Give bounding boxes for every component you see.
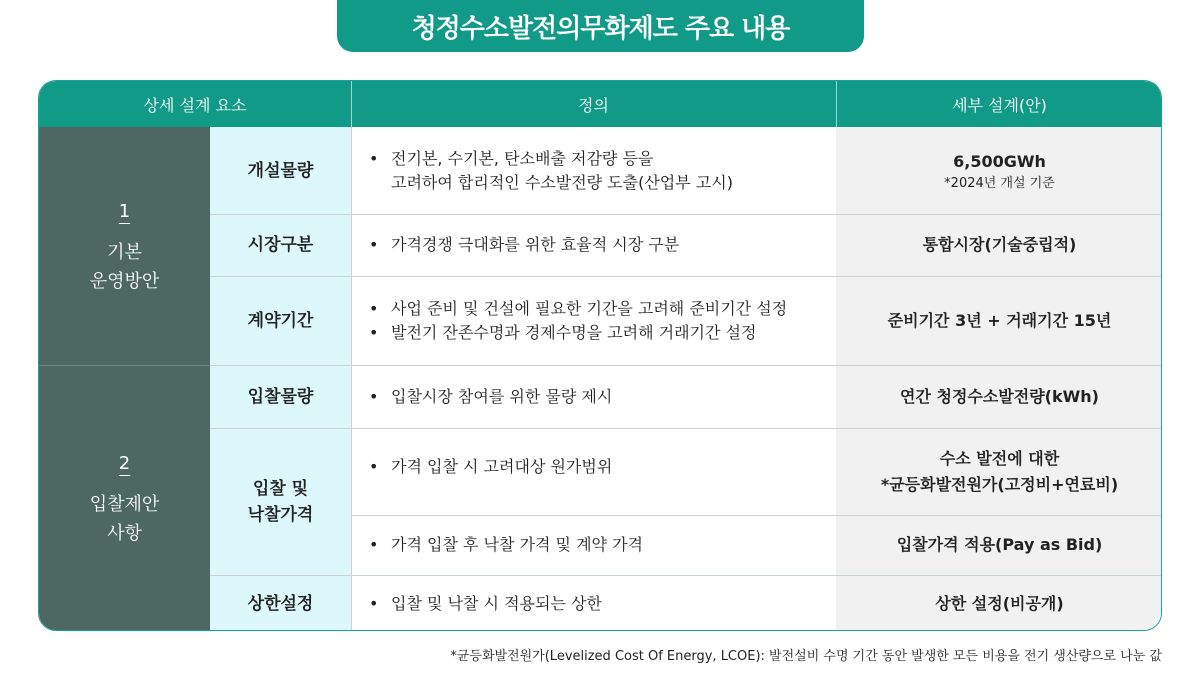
- definition-text: 고려하여 합리적인 수소발전량 도출(산업부 고시): [391, 172, 733, 192]
- detail-text: 입찰가격 적용(Pay as Bid): [896, 535, 1103, 554]
- row-divider: [210, 214, 1162, 215]
- detail-cell: [836, 575, 1162, 631]
- list-item: [369, 455, 612, 479]
- page-title: 청정수소발전의무화제도 주요 내용: [337, 0, 864, 52]
- detail-text: 수소 발전에 대한: [939, 448, 1060, 468]
- row-divider: [210, 428, 1162, 429]
- group-number: 2: [118, 453, 131, 474]
- group-label: 입찰제안: [89, 494, 160, 515]
- definition-text: 전기본, 수기본, 탄소배출 저감량 등을: [391, 148, 654, 168]
- sub-item-bid-volume: 입찰물량: [210, 365, 351, 428]
- header-definition: 정의: [351, 81, 836, 127]
- sub-item-bid-price: [210, 428, 351, 575]
- footnote: *균등화발전원가(Levelized Cost Of Energy, LCOE): 발전설비 수명 기간 동안 발생한 모든 비용을 전기 생산량으로 나눈 값: [450, 649, 1162, 664]
- list-item: [369, 592, 602, 616]
- detail-cell: [836, 276, 1162, 365]
- header-divider: [351, 81, 352, 127]
- sub-item-contract-period: 계약기간: [210, 276, 351, 365]
- sub-item-volume: 개설물량: [210, 127, 351, 214]
- bullet: •: [369, 235, 379, 254]
- detail-text: *균등화발전원가(고정비+연료비): [880, 474, 1119, 494]
- definition-text: 입찰 및 낙찰 시 적용되는 상한: [391, 593, 602, 613]
- definition-text: 가격경쟁 극대화를 위한 효율적 시장 구분: [391, 235, 680, 254]
- bullet: •: [369, 148, 379, 168]
- bullet: •: [369, 322, 379, 342]
- group-label: 운영방안: [89, 270, 160, 292]
- row-divider: [210, 276, 1162, 277]
- detail-text: 6,500GWh: [953, 151, 1046, 171]
- detail-text: 준비기간 3년 + 거래기간 15년: [887, 310, 1112, 330]
- detail-cell: [836, 214, 1162, 276]
- group-label: 기본: [107, 241, 142, 263]
- definition-cell: [351, 428, 836, 515]
- group-number: 1: [118, 200, 131, 222]
- group-divider: [39, 365, 210, 366]
- sub-item-cap: 상한설정: [210, 575, 351, 631]
- bullet: •: [369, 535, 379, 554]
- definition-text: 가격 입찰 시 고려대상 원가범위: [391, 456, 613, 476]
- bullet: •: [369, 386, 379, 406]
- bullet: •: [369, 298, 379, 318]
- definition-text: 가격 입찰 후 낙찰 가격 및 계약 가격: [391, 535, 643, 554]
- detail-text: 상한 설정(비공개): [935, 593, 1064, 613]
- list-item: [369, 297, 787, 321]
- group-bid-proposal: [39, 365, 210, 631]
- row-divider: [351, 515, 1162, 516]
- list-item: [369, 385, 612, 409]
- detail-text: 통합시장(기술중립적): [922, 235, 1077, 254]
- definition-text: 사업 준비 및 건설에 필요한 기간을 고려해 준비기간 설정: [391, 298, 788, 318]
- list-item: [369, 321, 756, 345]
- list-item: [369, 533, 643, 557]
- detail-note: *2024년 개설 기준: [944, 175, 1055, 191]
- definition-cell: [351, 276, 836, 365]
- policy-table: [38, 80, 1162, 631]
- group-basic-operation: [39, 127, 210, 365]
- detail-cell: [836, 127, 1162, 214]
- detail-cell: [836, 515, 1162, 575]
- detail-text: 연간 청정수소발전량(kWh): [900, 386, 1099, 406]
- header-design-element: 상세 설계 요소: [39, 81, 351, 127]
- definition-cell: [351, 214, 836, 276]
- definition-text: 발전기 잔존수명과 경제수명을 고려해 거래기간 설정: [391, 322, 757, 342]
- header-detail-design: 세부 설계(안): [836, 81, 1162, 127]
- list-item: [369, 233, 679, 257]
- header-divider: [836, 81, 837, 127]
- row-divider: [210, 575, 1162, 576]
- list-item: [369, 147, 653, 171]
- definition-cell: [351, 127, 836, 214]
- column-divider: [351, 127, 352, 631]
- row-divider: [210, 365, 1162, 366]
- sub-item-label: 낙찰가격: [247, 504, 314, 525]
- bullet: •: [369, 593, 379, 613]
- detail-cell: [836, 365, 1162, 428]
- definition-cell: [351, 575, 836, 631]
- sub-item-label: 입찰 및: [252, 478, 309, 499]
- definition-cell: [351, 515, 836, 575]
- definition-cell: [351, 365, 836, 428]
- bullet: •: [369, 456, 379, 476]
- sub-item-market: 시장구분: [210, 214, 351, 276]
- definition-text: 입찰시장 참여를 위한 물량 제시: [391, 386, 613, 406]
- group-label: 사항: [107, 523, 142, 544]
- detail-cell: [836, 428, 1162, 515]
